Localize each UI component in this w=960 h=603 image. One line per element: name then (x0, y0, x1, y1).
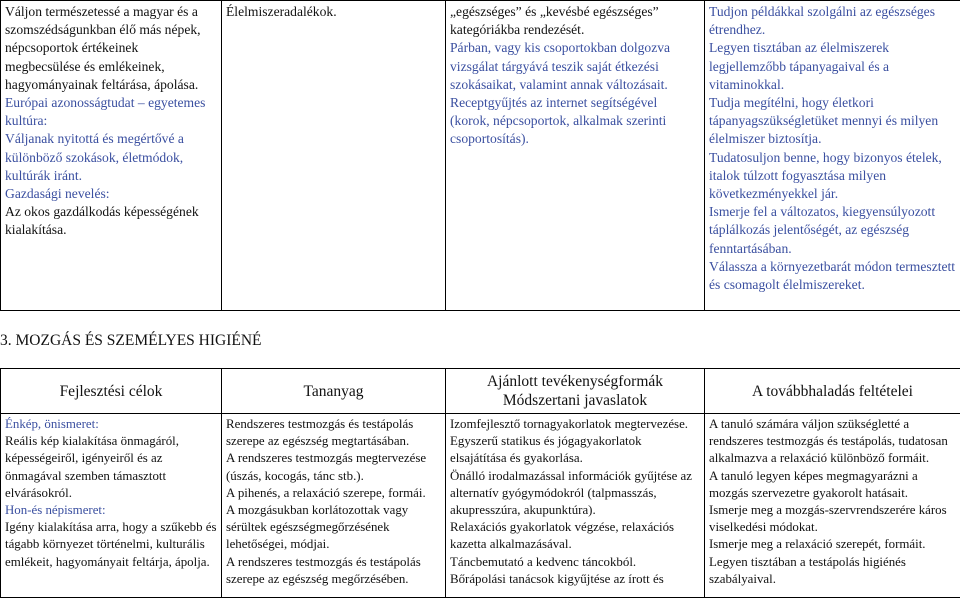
section-title: 3. MOZGÁS ÉS SZEMÉLYES HIGIÉNÉ (0, 332, 262, 349)
paragraph: Igény kialakítása arra, hogy a szűkebb és tágabb környezet történelmi, kulturális emlékeit, hagyományait feltárja, ápolja. (5, 520, 217, 569)
paragraph: A mozgásukban korlátozottak vagy sérültek egészségmegőrzésének lehetőségei, módjai. (226, 503, 409, 552)
content-cell (222, 414, 446, 598)
paragraph: A pihenés, a relaxáció szerepe, formái. (226, 485, 426, 500)
header-row (1, 369, 960, 414)
paragraph: Váljanak nyitottá és megértővé a különböző szokások, életmódok, kultúrák iránt. (5, 131, 184, 183)
paragraph: Az okos gazdálkodás képességének kialakítása. (5, 204, 199, 238)
header-content: Tananyag (222, 369, 446, 414)
paragraph: Tudja megítélni, hogy életkori tápanyagszükségletüket mennyi és milyen élelmiszer biztosítja. (709, 95, 939, 147)
paragraph: Európai azonosságtudat – egyetemes kultúra: (5, 95, 206, 129)
paragraph: Táncbemutató a kedvenc táncokból. (450, 554, 637, 569)
header-activities: Ajánlott tevékenységformák Módszertani javaslatok (446, 369, 705, 414)
paragraph: Izomfejlesztő tornagyakorlatok megtervezése. (450, 417, 689, 431)
header-goals: Fejlesztési célok (1, 369, 222, 414)
paragraph: Egyszerű statikus és jógagyakorlatok elsajátítása és gyakorlása. (450, 434, 642, 466)
goals-cell (1, 1, 222, 311)
paragraph: Gazdasági nevelés: (5, 186, 110, 202)
paragraph: Rendszeres testmozgás és testápolás szerepe az egészség megtartásában. (226, 417, 414, 449)
paragraph: Ismerje meg a mozgás-szervrendszerére káros viselkedési módokat. (709, 503, 947, 535)
paragraph: Váljon természetessé a magyar és a szomszédságunkban élő más népek, népcsoportok értékeinek megbecsülése és emlékeinek, hagyományainak feltárása, ápolása. (5, 4, 201, 92)
paragraph: Hon-és népismeret: (5, 503, 106, 518)
header-requirements: A továbbhaladás feltételei (705, 369, 960, 414)
paragraph: Válassza a környezetbarát módon termesztett és csomagolt élelmiszereket. (709, 258, 956, 293)
paragraph: Tudatosuljon benne, hogy bizonyos ételek, italok túlzott fogyasztása milyen következményekkel jár. (709, 149, 942, 202)
requirements-cell (705, 414, 960, 598)
paragraph: Bőrápolási tanácsok kigyűjtése az írott és (450, 571, 664, 586)
paragraph: Tudjon példákkal szolgálni az egészséges étrendhez. (709, 4, 936, 38)
paragraph: Relaxációs gyakorlatok végzése, relaxációs kazetta alkalmazásával. (450, 520, 675, 552)
paragraph: Párban, vagy kis csoportokban dolgozva vizsgálat tárgyává teszik saját étkezési szokásaikat, valamint annak változásait. (450, 40, 671, 92)
curriculum-table-section-3 (0, 368, 960, 598)
table-row (1, 414, 960, 598)
requirements-cell (705, 1, 960, 311)
paragraph: Élelmiszeradalékok. (226, 4, 337, 19)
activities-cell (446, 1, 705, 311)
paragraph: Legyen tisztában a testápolás higiénés szabályaival. (709, 554, 906, 586)
content-cell (222, 1, 446, 311)
paragraph: Ismerje fel a változatos, kiegyensúlyozott táplálkozás jelentőségét, az egészség fenntartásában. (709, 204, 936, 256)
activities-cell (446, 414, 705, 598)
paragraph: „egészséges” és „kevésbé egészséges” kategóriákba rendezését. (450, 4, 659, 38)
paragraph: A tanuló legyen képes megmagyarázni a mozgás szervezetre gyakorolt hatásait. (709, 468, 918, 500)
paragraph: Reális kép kialakítása önmagáról, képességeiről, igényeiről és az önmagával szemben támasztott elvárásokról. (5, 434, 179, 500)
goals-cell (1, 414, 222, 598)
paragraph: Receptgyűjtés az internet segítségével (korok, népcsoportok, alkalmak szerinti csoportosítás). (450, 95, 667, 147)
paragraph: Legyen tisztában az élelmiszerek legjellemzőbb tápanyagaival és a vitaminokkal. (709, 40, 890, 92)
paragraph: Önálló irodalmazással információk gyűjtése az alternatív gyógymódokról (talpmasszás, akupresszúra, akupunktúra). (450, 468, 692, 518)
paragraph: A rendszeres testmozgás és testápolás szerepe az egészség megőrzésében. (226, 554, 421, 586)
paragraph: Énkép, önismeret: (5, 417, 99, 431)
table-row (1, 1, 960, 311)
paragraph: A rendszeres testmozgás megtervezése (úszás, kocogás, tánc stb.). (226, 451, 427, 483)
paragraph: Ismerje meg a relaxáció szerepét, formáit. (709, 537, 926, 552)
paragraph: A tanuló számára váljon szükségletté a rendszeres testmozgás és testápolás, tudatosan alkalmazva a relaxáció különböző formáit. (709, 417, 948, 466)
